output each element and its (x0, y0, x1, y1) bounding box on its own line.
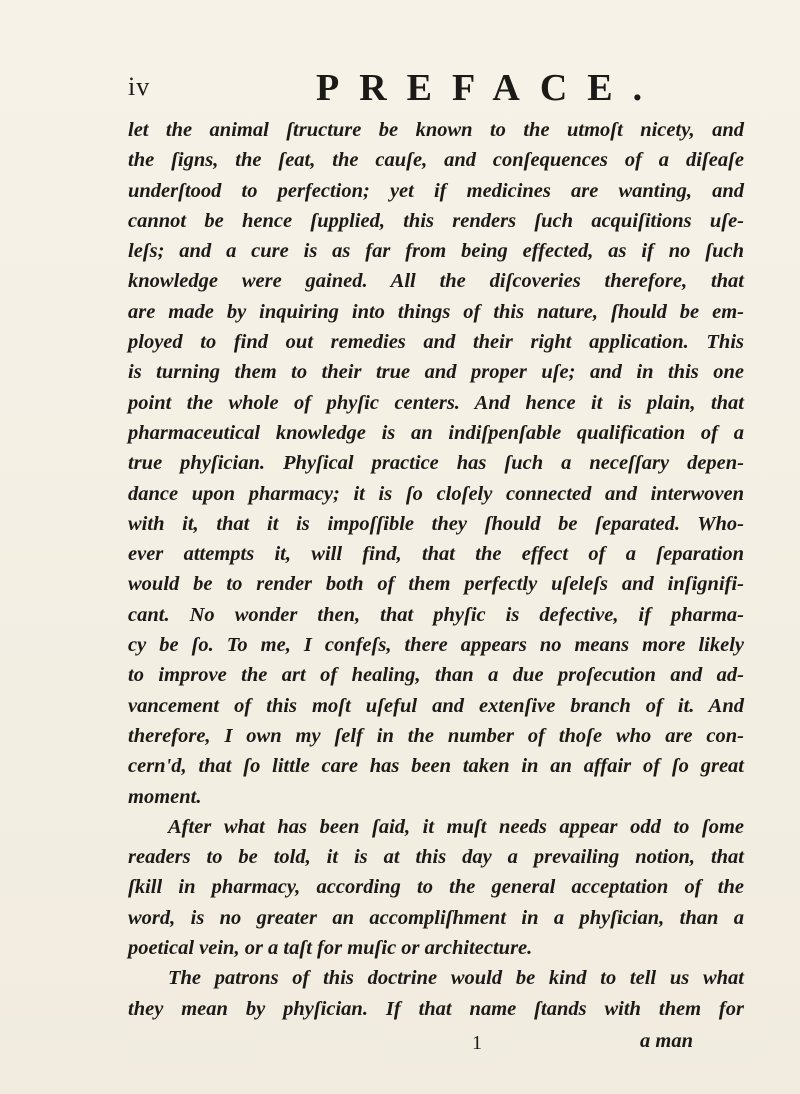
page-footer (128, 1026, 744, 1062)
text-line: cy be ſo. To me, I confeſs, there appears no means more likely (128, 634, 744, 657)
page-number: iv (128, 72, 151, 101)
text-line: pharmaceutical knowledge is an indiſpenſable qualification of a (128, 421, 744, 444)
text-line: therefore, I own my ſelf in the number of thoſe who are con- (128, 724, 744, 747)
page-header (128, 66, 748, 116)
text-line: is turning them to their true and proper uſe; and in this one (128, 361, 744, 384)
text-line: cant. No wonder then, that phyſic is defective, if pharma- (128, 603, 744, 626)
text-line: readers to be told, it is at this day a prevailing notion, that (128, 846, 744, 869)
text-line: would be to render both of them perfectly uſeleſs and inſignifi- (128, 573, 744, 596)
paragraph-2 (128, 812, 744, 1024)
text-line: cern'd, that ſo little care has been taken in an affair of ſo great (128, 755, 744, 778)
text-line: cannot be hence ſupplied, this renders ſuch acquiſitions uſe- (128, 209, 744, 232)
catchword: a man (640, 1030, 693, 1052)
text-line: true phyſician. Phyſical practice has ſuch a neceſſary depen- (128, 452, 744, 475)
body-text (128, 115, 744, 1024)
text-line: knowledge were gained. All the diſcoveries therefore, that (128, 270, 744, 293)
text-line: point the whole of phyſic centers. And hence it is plain, that (128, 391, 744, 414)
paragraph-1 (128, 115, 744, 812)
text-line: moment. (128, 785, 202, 808)
text-line: are made by inquiring into things of this nature, ſhould be em- (128, 300, 744, 323)
text-line: with it, that it is impoſſible they ſhould be ſeparated. Who- (128, 512, 744, 535)
text-line: The patrons of this doctrine would be kind to tell us what (168, 967, 744, 990)
text-line: ſkill in pharmacy, according to the general acceptation of the (128, 876, 744, 899)
text-line: to improve the art of healing, than a due proſecution and ad- (128, 664, 744, 687)
text-line: the ſigns, the ſeat, the cauſe, and conſequences of a diſeaſe (128, 149, 744, 172)
text-line: ever attempts it, will find, that the effect of a ſeparation (128, 543, 744, 566)
text-line: poetical vein, or a taſt for muſic or architecture. (128, 937, 533, 960)
text-line: word, is no greater an accompliſhment in a phyſician, than a (128, 906, 744, 929)
text-line: underſtood to perfection; yet if medicines are wanting, and (128, 179, 744, 202)
text-line: they mean by phyſician. If that name ſtands with them for (128, 997, 744, 1020)
text-line: let the animal ſtructure be known to the utmoſt nicety, and (128, 119, 744, 141)
text-line: leſs; and a cure is as far from being effected, as if no ſuch (128, 240, 744, 263)
text-line: dance upon pharmacy; it is ſo cloſely connected and interwoven (128, 482, 744, 505)
text-line: ployed to find out remedies and their right application. This (128, 331, 744, 354)
signature-mark: 1 (472, 1032, 482, 1054)
running-head: PREFACE. (316, 67, 663, 109)
text-line: After what has been ſaid, it muſt needs appear odd to ſome (168, 815, 744, 838)
text-line: vancement of this moſt uſeful and extenſive branch of it. And (128, 694, 744, 717)
